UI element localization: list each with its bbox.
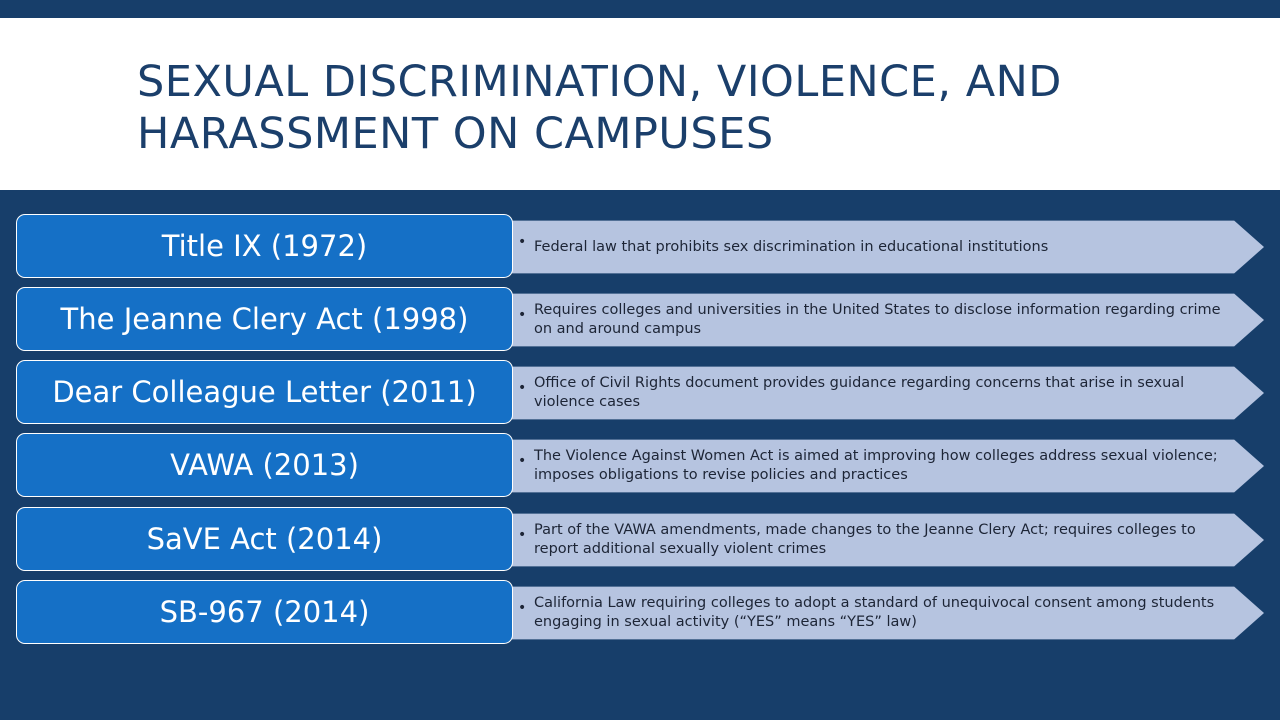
law-label: VAWA (2013): [170, 448, 359, 482]
bullet-icon: •: [518, 527, 527, 543]
law-label: SaVE Act (2014): [146, 522, 383, 556]
description: • Requires colleges and universities in the United States to disclose information regarding crime on and around campus: [518, 302, 1221, 337]
bullet-icon: •: [518, 453, 527, 469]
bullet-icon: •: [518, 600, 527, 616]
bullet-icon: •: [518, 380, 527, 396]
description: • California Law requiring colleges to adopt a standard of unequivocal consent among students engaging in sexual activity (“YES” means “YES” law): [518, 595, 1215, 630]
slide-title: SEXUAL DISCRIMINATION, VIOLENCE, AND HARASSMENT ON CAMPUSES: [137, 57, 1062, 159]
law-label: Dear Colleague Letter (2011): [52, 375, 477, 409]
bullet-icon: •: [518, 307, 527, 323]
law-label-box: [16, 507, 513, 571]
list-item: [0, 433, 1280, 501]
law-label-box: [16, 214, 513, 278]
bullet-icon: •: [518, 234, 527, 250]
description: • Part of the VAWA amendments, made changes to the Jeanne Clery Act; requires colleges to report additional sexually violent crimes: [518, 522, 1196, 557]
description: • Federal law that prohibits sex discrimination in educational institutions: [518, 234, 1049, 255]
law-label-box: [16, 580, 513, 644]
description: • Office of Civil Rights document provides guidance regarding concerns that arise in sexual violence cases: [518, 375, 1185, 410]
law-label: SB-967 (2014): [159, 595, 370, 629]
description: • The Violence Against Women Act is aimed at improving how colleges address sexual violence; imposes obligations to revise policies and practices: [518, 448, 1218, 483]
list-item: [0, 360, 1280, 428]
law-label-box: [16, 433, 513, 497]
law-label: Title IX (1972): [161, 229, 368, 263]
list-item: [0, 287, 1280, 355]
list-item: [0, 507, 1280, 575]
law-label-box: [16, 287, 513, 351]
list-item: [0, 580, 1280, 648]
list-item: [0, 214, 1280, 282]
law-label: The Jeanne Clery Act (1998): [60, 302, 469, 336]
law-label-box: [16, 360, 513, 424]
